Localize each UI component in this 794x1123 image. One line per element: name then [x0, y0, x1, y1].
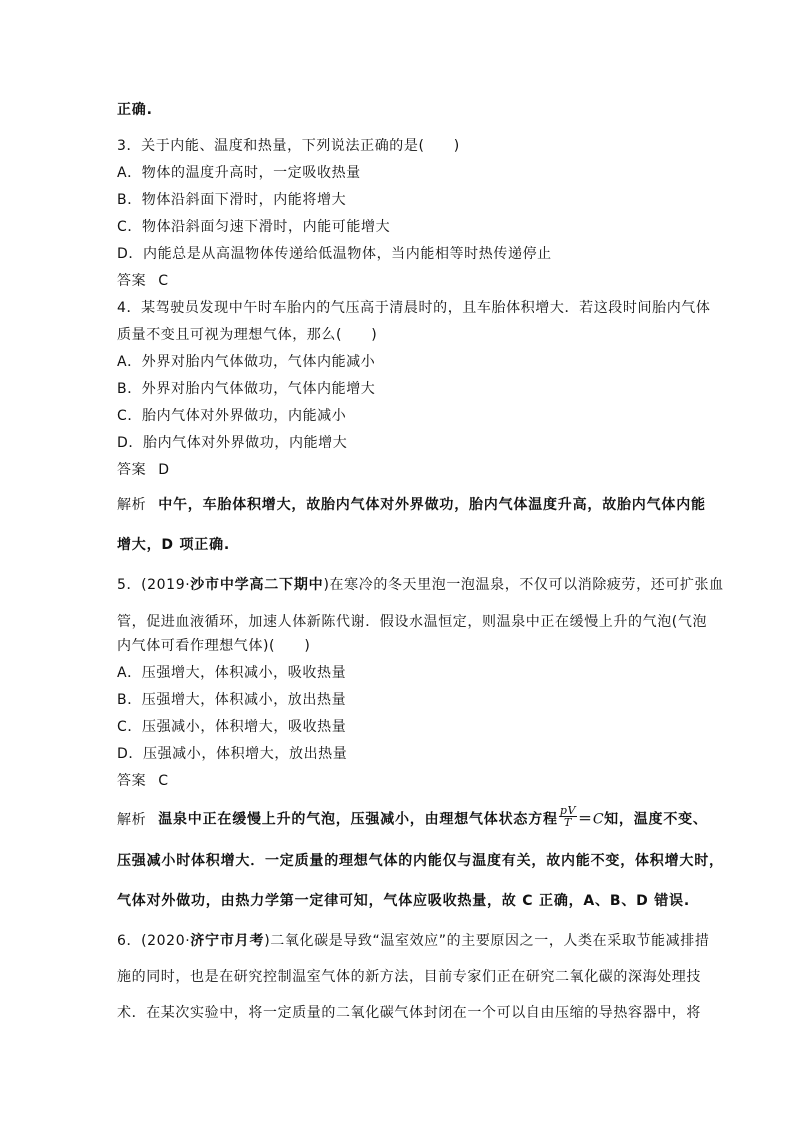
question-4-option-b: B．外界对胎内气体做功，气体内能增大	[117, 381, 376, 397]
question-3-option-c: C．物体沿斜面匀速下滑时，内能可能增大	[117, 219, 391, 235]
fraction-denominator: T	[563, 816, 572, 829]
question-4-explanation-line-1	[117, 496, 706, 514]
question-4-answer	[117, 461, 170, 479]
explanation-label: 解析	[117, 811, 147, 828]
question-5-option-b: B．压强增大，体积减小，放出热量	[117, 692, 347, 708]
question-6-stem-line-2: 施的同时，也是在研究控制温室气体的新方法，目前专家们正在研究二氧化碳的深海处理技	[117, 969, 701, 985]
question-5-source: 沙市中学高二下期中	[190, 577, 324, 593]
question-5-option-c: C．压强减小，体积增大，吸收热量	[117, 719, 347, 735]
question-4-option-c: C．胎内气体对外界做功，内能减小	[117, 408, 347, 424]
question-6-stem-line-3: 术．在某次实验中，将一定质量的二氧化碳气体封闭在一个可以自由压缩的导热容器中，将	[117, 1005, 701, 1021]
question-4-option-d: D．胎内气体对外界做功，内能增大	[117, 435, 348, 451]
question-4-option-a: A．外界对胎内气体做功，气体内能减小	[117, 354, 376, 370]
answer-value: C	[158, 773, 169, 789]
explanation-text: 中午，车胎体积增大，故胎内气体对外界做功，胎内气体温度升高，故胎内气体内能	[158, 497, 706, 513]
explanation-text-tail: 知，温度不变、	[604, 811, 708, 828]
continued-text: 正确.	[117, 102, 153, 118]
question-5-explanation-line-1	[117, 804, 708, 831]
question-5-option-d: D．压强减小，体积增大，放出热量	[117, 746, 348, 762]
question-6-stem-line-1	[117, 932, 709, 950]
question-3-option-b: B．物体沿斜面下滑时，内能将增大	[117, 192, 347, 208]
question-6-source: 济宁市月考	[190, 933, 265, 949]
question-6-text: )二氧化碳是导致“温室效应”的主要原因之一，人类在采取节能减排措	[264, 933, 710, 949]
equals-sign: ＝	[578, 811, 593, 828]
question-3-stem: 3．关于内能、温度和热量，下列说法正确的是( )	[117, 138, 460, 154]
answer-label: 答案	[117, 773, 147, 789]
question-6-number: 6．(2020·	[117, 933, 191, 949]
explanation-label: 解析	[117, 497, 147, 513]
question-3-answer	[117, 272, 169, 290]
answer-label: 答案	[117, 273, 147, 289]
question-3-option-d: D．内能总是从高温物体传递给低温物体，当内能相等时热传递停止	[117, 246, 552, 262]
question-4-stem-line-1: 4．某驾驶员发现中午时车胎内的气压高于清晨时的，且车胎体积增大．若这段时间胎内气体	[117, 300, 711, 316]
question-5-stem-line-1	[117, 576, 724, 594]
answer-value: C	[158, 273, 169, 289]
answer-value: D	[158, 462, 170, 478]
question-5-answer	[117, 772, 169, 790]
question-5-stem-line-3: 内气体可看作理想气体)( )	[117, 638, 311, 654]
question-5-text: )在寒冷的冬天里泡一泡温泉，不仅可以消除疲劳，还可扩张血	[323, 577, 724, 593]
question-5-number: 5．(2019·	[117, 577, 191, 593]
answer-label: 答案	[117, 462, 147, 478]
question-4-stem-line-2: 质量不变且可视为理想气体，那么( )	[117, 327, 378, 343]
question-5-explanation-line-3: 气体对外做功，由热力学第一定律可知，气体应吸收热量，故 C 正确，A、B、D 错误.	[117, 893, 690, 909]
question-3-option-a: A．物体的温度升高时，一定吸收热量	[117, 165, 361, 181]
question-5-stem-line-2: 管，促进血液循环，加速人体新陈代谢．假设水温恒定，则温泉中正在缓慢上升的气泡(气泡	[117, 614, 708, 630]
explanation-text: 温泉中正在缓慢上升的气泡，压强减小，由理想气体状态方程	[158, 811, 558, 828]
ideal-gas-fraction	[559, 805, 577, 828]
question-5-explanation-line-2: 压强减小时体积增大．一定质量的理想气体的内能仅与温度有关，故内能不变，体积增大时，	[117, 853, 724, 869]
question-5-option-a: A．压强增大，体积减小，吸收热量	[117, 665, 347, 681]
constant-symbol: C	[592, 811, 605, 828]
fraction-numerator: pV	[559, 804, 576, 817]
question-4-explanation-line-2: 增大，D 项正确.	[117, 537, 231, 553]
